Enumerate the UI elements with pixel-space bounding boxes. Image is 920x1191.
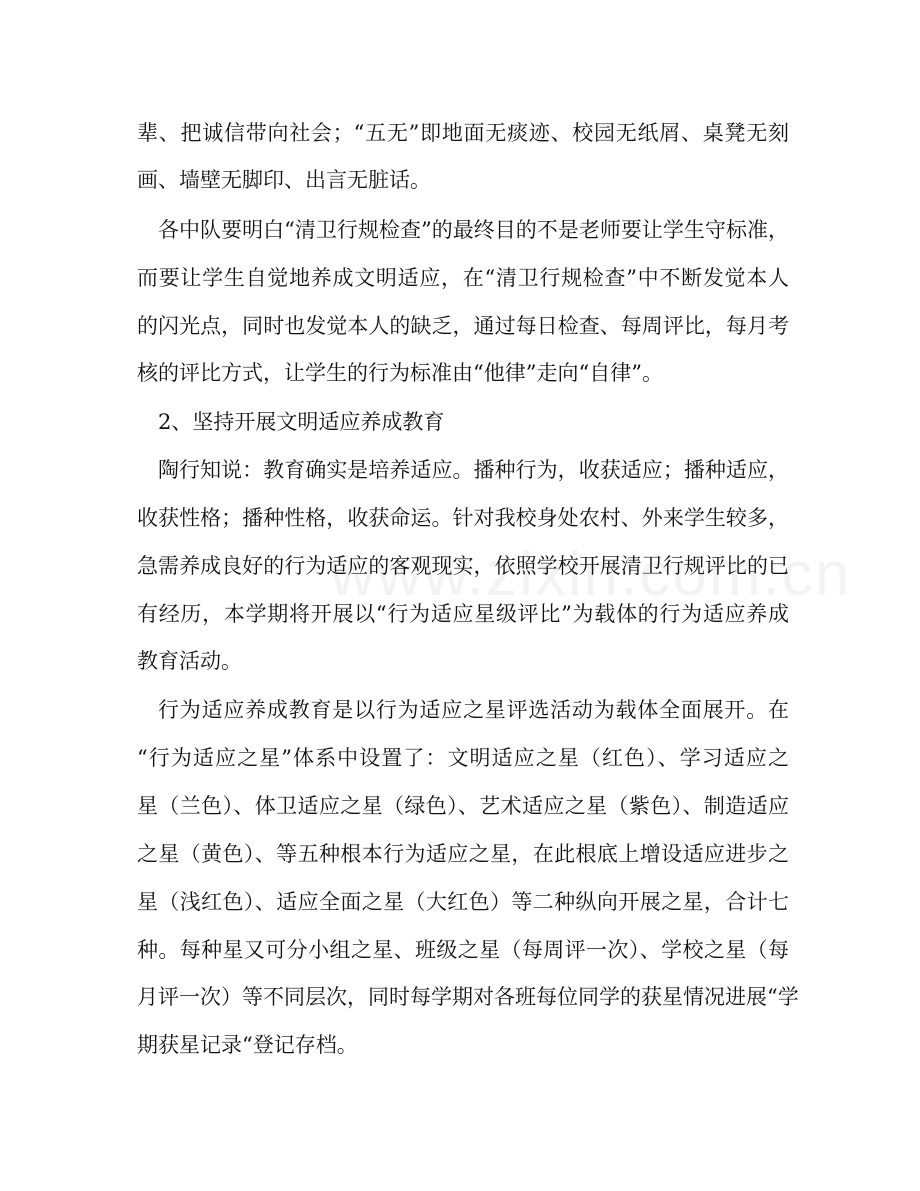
text-line: 辈、把诚信带向社会；“五无”即地面无痰迹、校园无纸屑、桌凳无刻	[137, 121, 789, 145]
text-line: 期获星记录“登记存档。	[137, 1033, 358, 1057]
text-line: 的闪光点，同时也发觉本人的缺乏，通过每日检查、每周评比，每月考	[137, 314, 789, 338]
text-line: 急需养成良好的行为适应的客观现实，依照学校开展清卫行规评比的已	[137, 554, 789, 578]
text-line: 种。每种星又可分小组之星、班级之星（每周评一次）、学校之星（每	[137, 938, 789, 962]
text-line: 收获性格；播种性格，收获命运。针对我校身处农村、外来学生较多，	[137, 506, 789, 530]
text-line: 各中队要明白“清卫行规检查”的最终目的不是老师要让学生守标准，	[158, 218, 789, 242]
text-line: 行为适应养成教育是以行为适应之星评选活动为载体全面展开。在	[158, 698, 789, 722]
text-line: 之星（黄色）、等五种根本行为适应之星，在此根底上增设适应进步之	[137, 842, 789, 866]
text-line: 陶行知说：教育确实是培养适应。播种行为，收获适应；播种适应，	[158, 458, 789, 482]
text-line: 月评一次）等不同层次，同时每学期对各班每位同学的获星情况进展“学	[137, 985, 799, 1009]
text-line: 教育活动。	[137, 649, 242, 673]
text-line: 画、墙壁无脚印、出言无脏话。	[137, 168, 431, 192]
text-line: “行为适应之星”体系中设置了：文明适应之星（红色）、学习适应之	[137, 746, 789, 770]
text-line: 而要让学生自觉地养成文明适应，在“清卫行规检查”中不断发觉本人	[137, 266, 789, 290]
text-line: 核的评比方式，让学生的行为标准由“他律”走向“自律”。	[137, 361, 663, 385]
text-line: 2、坚持开展文明适应养成教育	[158, 410, 445, 434]
text-line: 有经历，本学期将开展以“行为适应星级评比”为载体的行为适应养成	[137, 602, 789, 626]
text-line: 星（浅红色）、适应全面之星（大红色）等二种纵向开展之星，合计七	[137, 890, 789, 914]
text-line: 星（兰色）、体卫适应之星（绿色）、艺术适应之星（紫色）、制造适应	[137, 794, 789, 818]
